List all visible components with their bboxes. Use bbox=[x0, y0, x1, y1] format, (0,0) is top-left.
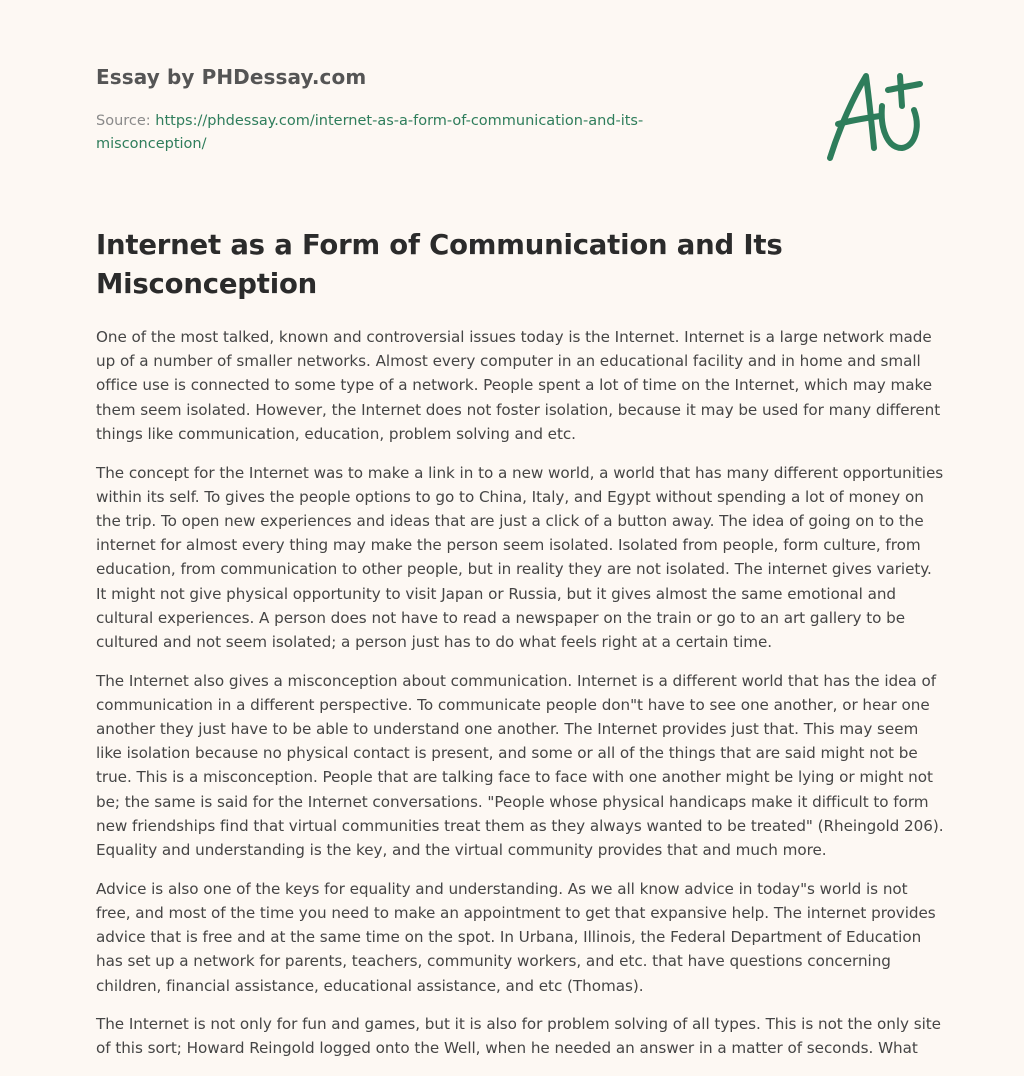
source-label: Source: bbox=[96, 113, 151, 129]
essay-paragraph: The Internet also gives a misconception about communication. Internet is a different world that has the idea of communication in a different perspective. To communicate people don"t have to see one another, or hear one another they just have to be able to understand one another. The Internet provides just that. This may seem like isolation because no physical contact is present, and some or all of the things that are said might not be true. This is a misconception. People that are talking face to face with one another might be lying or might not be; the same is said for the Internet conversations. "People whose physical handicaps make it difficult to form new friendships find that virtual communities treat them as they always wanted to be treated" (Rheingold 206). Equality and understanding is the key, and the virtual community provides that and much more. bbox=[96, 671, 944, 860]
essay-paragraph: The concept for the Internet was to make a link in to a new world, a world that has many different opportunities within its self. To gives the people options to go to China, Italy, and Egypt without spending a lot of money on the trip. To open new experiences and ideas that are just a click of a button away. The idea of going on to the internet for almost every thing may make the person seem isolated. Isolated from people, form culture, from education, from communication to other people, but in reality they are not isolated. The internet gives variety. It might not give physical opportunity to visit Japan or Russia, but it gives almost the same emotional and cultural experiences. A person does not have to read a newspaper on the train or go to an art gallery to be cultured and not seem isolated; a person just has to do what feels right at a certain time. bbox=[96, 463, 944, 651]
source-line bbox=[96, 110, 736, 156]
a-plus-logo-icon bbox=[822, 66, 930, 166]
essay-body bbox=[96, 325, 946, 1075]
essay-paragraph: Advice is also one of the keys for equality and understanding. As we all know advice in today"s world is not free, and most of the time you need to make an appointment to get that expansive help. The internet provides advice that is free and at the same time on the spot. In Urbana, Illinois, the Federal Department of Education has set up a network for parents, teachers, community workers, and etc. that have questions concerning children, financial assistance, educational assistance, and etc (Thomas). bbox=[96, 879, 936, 995]
site-title: Essay by PHDessay.com bbox=[96, 65, 367, 89]
page-header bbox=[96, 62, 736, 156]
essay-title: Internet as a Form of Communication and Its Misconception bbox=[96, 229, 783, 300]
source-link[interactable]: https://phdessay.com/internet-as-a-form-of-communication-and-its-misconception/ bbox=[96, 113, 644, 152]
essay-paragraph: The Internet is not only for fun and games, but it is also for problem solving of all types. This is not the only site of this sort; Howard Reingold logged onto the Well, when he needed an answer in a matter of seconds. What bbox=[96, 1015, 941, 1058]
essay-paragraph: One of the most talked, known and controversial issues today is the Internet. Internet is a large network made up of a number of smaller networks. Almost every computer in an educational facility and in home and small office use is connected to some type of a network. People spent a lot of time on the Internet, which may make them seem isolated. However, the Internet does not foster isolation, because it may be used for many different things like communication, education, problem solving and etc. bbox=[96, 328, 941, 443]
